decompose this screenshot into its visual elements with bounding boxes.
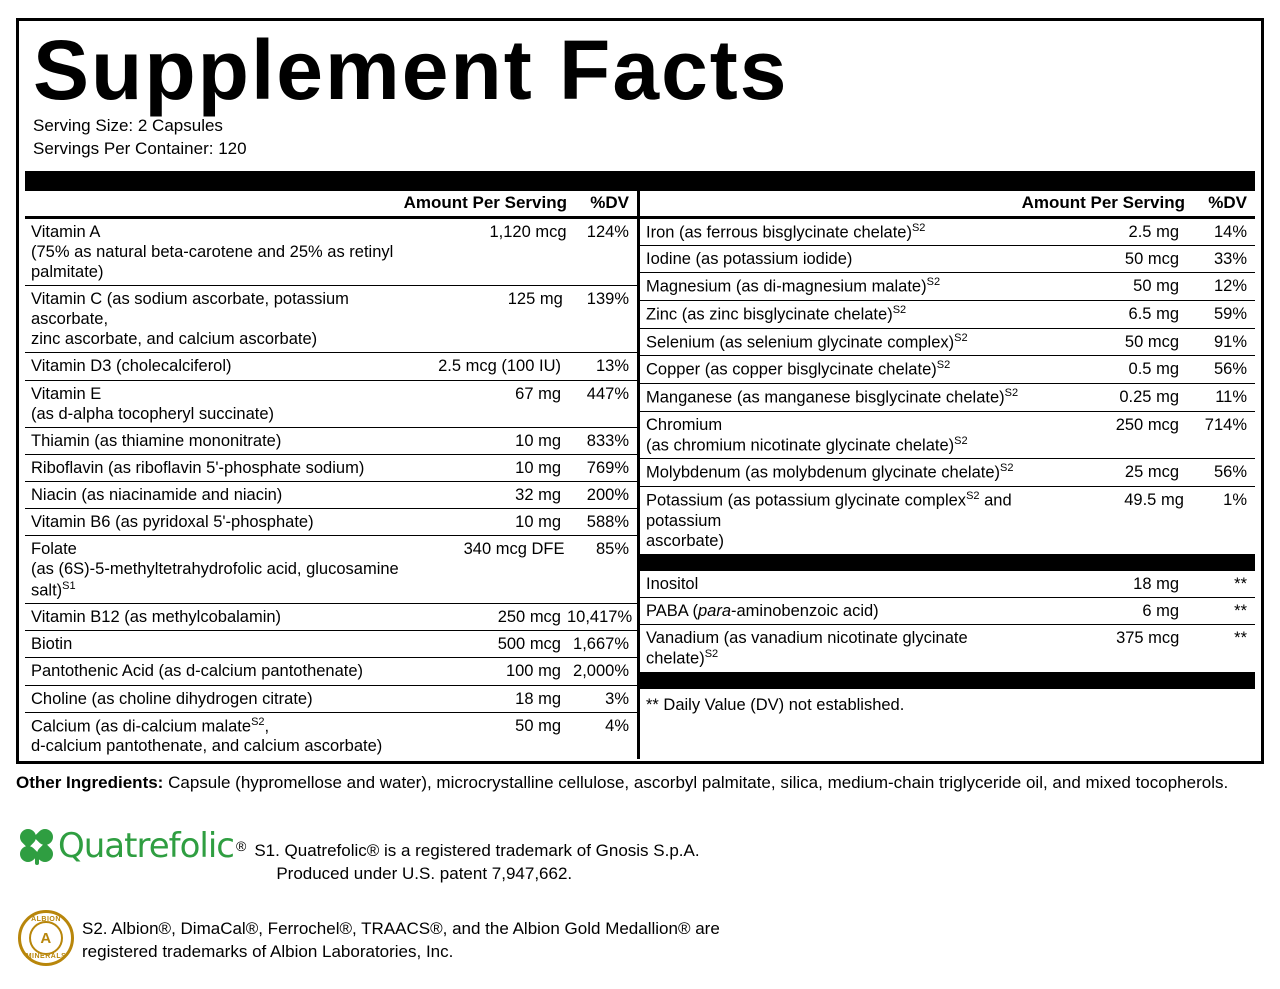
nutrient-dv: 85% <box>595 540 629 559</box>
table-row <box>25 686 637 713</box>
other-ingredients <box>16 772 1264 794</box>
nutrient-name: Biotin <box>31 635 73 654</box>
nutrient-amount: 500 mcg <box>497 635 561 654</box>
right-rows <box>640 219 1255 554</box>
other-ingredients-text: Capsule (hypromellose and water), microcrystalline cellulose, ascorbyl palmitate, silica, medium-chain triglyceride oil, and mixed tocopherols. <box>163 773 1229 792</box>
top-black-bar <box>25 171 1255 191</box>
nutrient-name: Choline (as choline dihydrogen citrate) <box>31 689 313 708</box>
quatrefolic-note-line1: S1. Quatrefolic® is a registered trademark of Gnosis S.p.A. <box>254 841 700 860</box>
nutrient-dv: 200% <box>586 486 629 505</box>
nutrient-name: Inositol <box>646 574 699 593</box>
table-row <box>640 625 1255 672</box>
table-row <box>640 356 1255 384</box>
albion-logo-center: A <box>29 921 63 955</box>
mid-black-bar <box>640 554 1255 571</box>
table-row <box>25 353 637 380</box>
albion-note <box>82 910 720 964</box>
nutrient-name: Folate (as (6S)-5-methyltetrahydrofolic acid, glucosamine salt)$^{S1}$ <box>31 540 399 600</box>
header-dv: %DV <box>590 192 629 212</box>
nutrient-name: Vanadium (as vanadium nicotinate glycinate chelate)$^{S2}$ <box>646 629 968 668</box>
nutrient-dv: 447% <box>586 384 629 403</box>
nutrient-name: Selenium (as selenium glycinate complex)$^{S2}$ <box>646 331 968 352</box>
table-row <box>640 459 1255 487</box>
table-row <box>640 301 1255 329</box>
right-rows-secondary <box>640 571 1255 672</box>
serving-info <box>19 111 1261 161</box>
quatrefolic-logo <box>18 826 246 866</box>
nutrient-name: Vitamin B12 (as methylcobalamin) <box>31 608 282 627</box>
table-row <box>25 509 637 536</box>
nutrient-amount: 18 mg <box>515 689 561 708</box>
nutrient-name: Molybdenum (as molybdenum glycinate chelate)$^{S2}$ <box>646 462 1014 482</box>
left-column <box>25 191 640 760</box>
nutrient-name: Thiamin (as thiamine mononitrate) <box>31 431 282 450</box>
table-row <box>25 604 637 631</box>
nutrient-dv: 91% <box>1213 332 1247 351</box>
nutrient-dv: 4% <box>605 716 629 735</box>
nutrient-amount: 6 mg <box>1142 601 1179 620</box>
nutrient-amount: 67 mg <box>515 384 561 403</box>
nutrient-dv: ** <box>1234 574 1247 593</box>
table-row <box>640 487 1255 554</box>
nutrient-name: Zinc (as zinc bisglycinate chelate)$^{S2}$ <box>646 304 907 324</box>
nutrient-amount: 49.5 mg <box>1124 490 1184 509</box>
nutrient-amount: 18 mg <box>1133 574 1179 593</box>
nutrient-name: PABA (para-aminobenzoic acid) <box>646 601 879 620</box>
nutrient-name: Copper (as copper bisglycinate chelate)$^{S2}$ <box>646 359 951 379</box>
nutrient-amount: 6.5 mg <box>1128 305 1179 324</box>
nutrient-name: Iron (as ferrous bisglycinate chelate)$^{S2}$ <box>646 221 926 242</box>
quatrefolic-note <box>254 826 699 886</box>
table-row <box>25 536 637 604</box>
table-row <box>640 246 1255 273</box>
left-rows <box>25 219 637 760</box>
nutrient-name: Potassium (as potassium glycinate complex$^{S2}$ and potassium ascorbate) <box>646 489 1012 550</box>
table-row <box>640 571 1255 598</box>
quatrefolic-trademark-block <box>18 826 1218 886</box>
table-row <box>640 412 1255 460</box>
nutrient-dv: 14% <box>1213 222 1247 241</box>
nutrient-amount: 375 mcg <box>1116 629 1180 648</box>
nutrient-amount: 2.5 mg <box>1128 222 1179 241</box>
nutrient-name: Iodine (as potassium iodide) <box>646 250 853 269</box>
serving-size: Serving Size: 2 Capsules <box>33 115 223 135</box>
nutrient-dv: 11% <box>1215 387 1247 406</box>
quatrefolic-note-line2: Produced under U.S. patent 7,947,662. <box>276 863 573 883</box>
nutrient-amount: 32 mg <box>515 486 561 505</box>
nutrient-name: Vitamin C (as sodium ascorbate, potassium ascorbate, zinc ascorbate, and calcium ascorbate) <box>31 290 349 349</box>
albion-logo-bottom-text: MINERALS <box>25 953 67 960</box>
nutrient-dv: 56% <box>1213 360 1247 379</box>
nutrient-dv: 833% <box>586 431 629 450</box>
nutrient-dv: 33% <box>1213 250 1247 269</box>
header-dv: %DV <box>1208 192 1247 212</box>
table-row <box>25 631 637 658</box>
nutrient-amount: 50 mg <box>515 716 561 735</box>
nutrient-dv: ** <box>1234 629 1247 648</box>
nutrient-amount: 10 mg <box>515 431 561 450</box>
albion-note-line1: S2. Albion®, DimaCal®, Ferrochel®, TRAACS®, and the Albion Gold Medallion® are <box>82 919 720 938</box>
nutrient-amount: 340 mcg DFE <box>463 540 565 559</box>
nutrient-amount: 125 mg <box>507 290 563 309</box>
quatrefolic-wordmark: Quatrefolic <box>58 826 234 866</box>
nutrient-name: Vitamin A (75% as natural beta-carotene and 25% as retinyl palmitate) <box>31 222 394 281</box>
table-row <box>25 428 637 455</box>
header-amount-per-serving: Amount Per Serving <box>1021 192 1185 212</box>
nutrient-name: Vitamin D3 (cholecalciferol) <box>31 357 232 376</box>
servings-per-container: Servings Per Container: 120 <box>33 138 247 158</box>
table-row <box>25 658 637 685</box>
table-row <box>640 219 1255 247</box>
nutrient-name: Pantothenic Acid (as d-calcium pantothenate) <box>31 662 364 681</box>
nutrient-dv: 588% <box>586 513 629 532</box>
page-title: Supplement Facts <box>33 23 789 117</box>
nutrient-dv: 714% <box>1204 415 1247 434</box>
nutrient-name: Magnesium (as di-magnesium malate)$^{S2}$ <box>646 276 941 296</box>
dv-footnote: ** Daily Value (DV) not established. <box>646 695 905 714</box>
table-row <box>640 384 1255 412</box>
nutrient-amount: 1,120 mcg <box>489 222 567 241</box>
nutrient-amount: 0.5 mg <box>1128 360 1179 379</box>
table-row <box>25 381 637 428</box>
nutrient-name: Calcium (as di-calcium malate$^{S2}$, d-calcium pantothenate, and calcium ascorbate) <box>31 715 383 756</box>
nutrient-columns <box>25 191 1255 760</box>
nutrient-dv: 13% <box>595 357 629 376</box>
clover-icon <box>18 827 56 865</box>
albion-minerals-logo <box>18 910 74 966</box>
supplement-facts-panel <box>16 18 1264 764</box>
nutrient-amount: 2.5 mcg (100 IU) <box>438 357 561 376</box>
registered-mark-icon: ® <box>235 838 247 854</box>
nutrient-amount: 250 mcg <box>1115 415 1179 434</box>
table-row <box>25 482 637 509</box>
nutrient-dv: 12% <box>1213 277 1247 296</box>
nutrient-dv: 3% <box>605 689 629 708</box>
table-row <box>25 219 637 286</box>
table-row <box>640 273 1255 301</box>
table-row <box>640 329 1255 357</box>
table-row <box>25 713 637 760</box>
albion-note-line2: registered trademarks of Albion Laboratories, Inc. <box>82 941 454 961</box>
table-row <box>25 286 637 353</box>
nutrient-dv: 2,000% <box>573 662 629 681</box>
nutrient-amount: 10 mg <box>515 513 561 532</box>
nutrient-name: Riboflavin (as riboflavin 5'-phosphate sodium) <box>31 458 365 477</box>
nutrient-dv: 59% <box>1213 305 1247 324</box>
nutrient-name: Vitamin E (as d-alpha tocopheryl succinate) <box>31 384 275 423</box>
nutrient-amount: 50 mcg <box>1124 332 1179 351</box>
table-row <box>640 598 1255 625</box>
table-row <box>25 455 637 482</box>
nutrient-name: Chromium (as chromium nicotinate glycinate chelate)$^{S2}$ <box>646 415 968 455</box>
nutrient-dv: 56% <box>1213 463 1247 482</box>
albion-trademark-block <box>18 910 1218 966</box>
nutrient-amount: 0.25 mg <box>1119 387 1179 406</box>
header-amount-per-serving: Amount Per Serving <box>403 192 567 212</box>
left-column-header <box>25 191 637 219</box>
nutrient-amount: 10 mg <box>515 458 561 477</box>
nutrient-name: Manganese (as manganese bisglycinate chelate)$^{S2}$ <box>646 386 1019 407</box>
nutrient-name: Vitamin B6 (as pyridoxal 5'-phosphate) <box>31 513 314 532</box>
nutrient-dv: 124% <box>586 222 629 241</box>
albion-logo-top-text: ALBION <box>31 916 61 923</box>
nutrient-amount: 50 mcg <box>1124 250 1179 269</box>
nutrient-dv: 10,417% <box>567 608 633 627</box>
nutrient-amount: 25 mcg <box>1124 463 1179 482</box>
nutrient-name: Niacin (as niacinamide and niacin) <box>31 486 283 505</box>
other-ingredients-label: Other Ingredients: <box>16 773 164 792</box>
nutrient-dv: ** <box>1234 601 1247 620</box>
nutrient-dv: 769% <box>586 458 629 477</box>
nutrient-dv: 1,667% <box>573 635 629 654</box>
nutrient-dv: 139% <box>586 290 629 309</box>
right-column-header <box>640 191 1255 219</box>
lower-black-bar <box>640 672 1255 689</box>
nutrient-dv: 1% <box>1223 490 1247 509</box>
nutrient-amount: 50 mg <box>1133 277 1179 296</box>
nutrient-amount: 250 mcg <box>497 608 561 627</box>
right-column <box>640 191 1255 760</box>
nutrient-amount: 100 mg <box>505 662 561 681</box>
